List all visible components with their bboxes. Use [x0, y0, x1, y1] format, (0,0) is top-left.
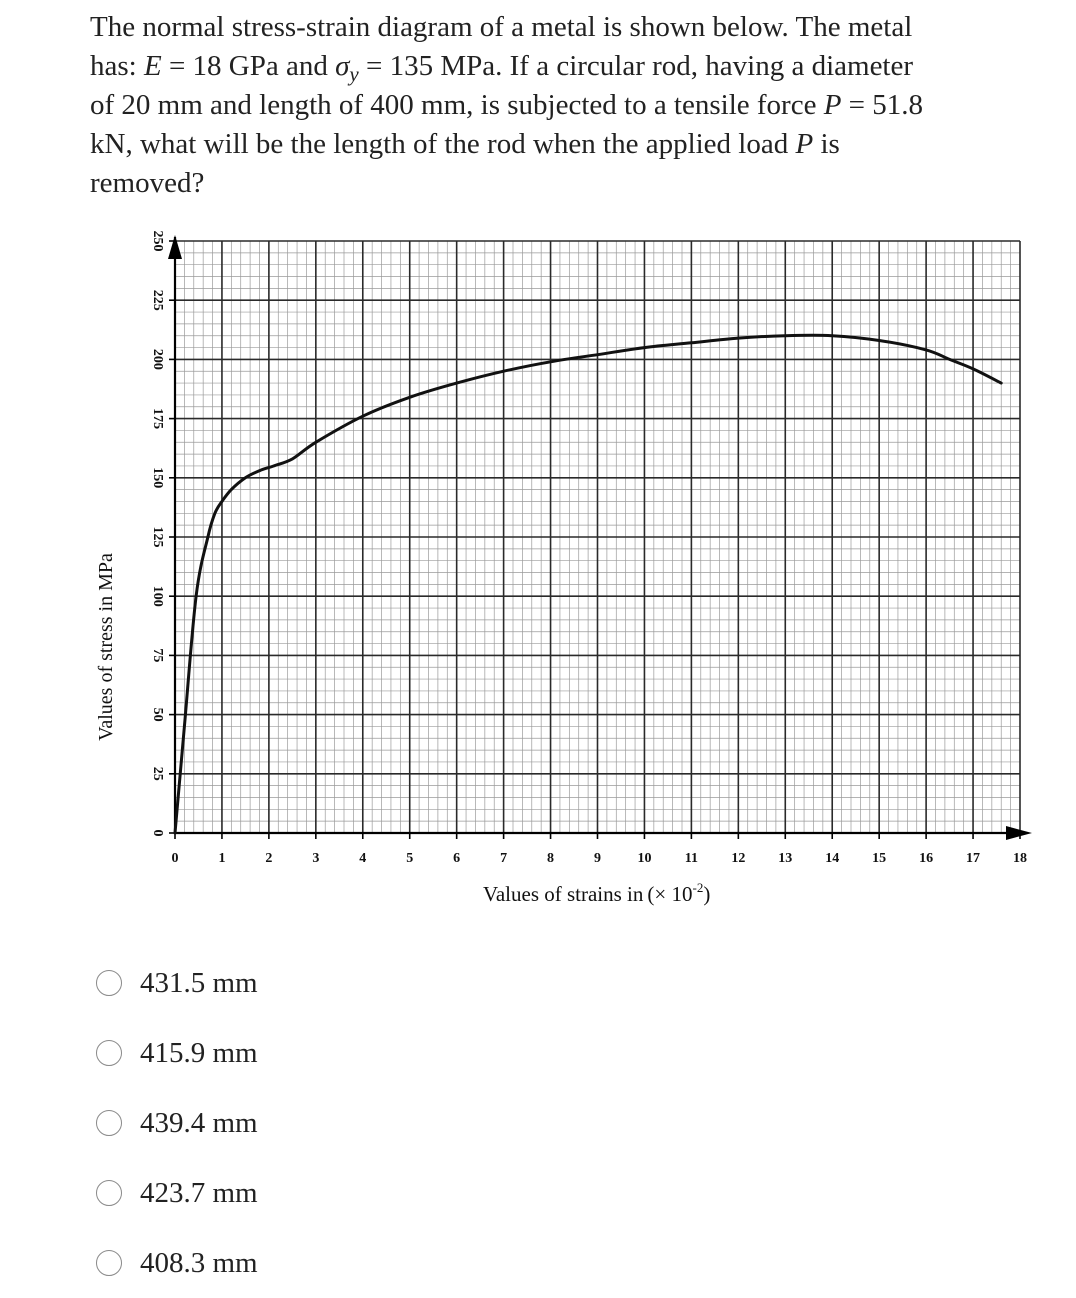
y-tick-label: 50 [149, 707, 165, 722]
question-text-part: = 18 GPa and [161, 50, 336, 82]
y-tick-label: 125 [149, 526, 165, 548]
x-tick-label: 10 [637, 851, 652, 866]
x-tick-label: 18 [1013, 851, 1027, 866]
answer-option[interactable] [96, 1158, 258, 1228]
y-axis-arrow [168, 235, 182, 259]
symbol-E: E [143, 50, 162, 82]
stress-strain-chart [85, 228, 1035, 918]
answer-option[interactable] [96, 948, 258, 1018]
question-text-part: of 20 mm and length of 400 mm, is subjected to a tensile force [90, 89, 824, 121]
symbol-P: P [823, 89, 842, 121]
question-text [90, 8, 1025, 203]
option-label: 423.7 mm [140, 1176, 258, 1209]
x-tick-label: 5 [406, 851, 414, 866]
y-tick-label: 250 [149, 230, 165, 252]
y-tick-labels [150, 231, 175, 837]
x-axis-label-paren: ) [703, 882, 711, 906]
question-text-part: is [813, 128, 840, 160]
x-tick-label: 0 [171, 851, 179, 866]
x-tick-label: 15 [872, 851, 887, 866]
x-tick-label: 6 [453, 851, 461, 866]
x-tick-label: 8 [547, 851, 555, 866]
question-text-part: kN, what will be the length of the rod when the applied load [90, 128, 796, 160]
radio-button[interactable] [96, 1180, 122, 1206]
y-tick-label: 200 [149, 348, 165, 370]
answer-option[interactable] [96, 1018, 258, 1088]
symbol-sigma: σ [335, 50, 350, 82]
question-line-4 [90, 125, 1025, 164]
question-line-1: The normal stress-strain diagram of a metal is shown below. The metal [90, 11, 913, 43]
option-label: 439.4 mm [140, 1106, 258, 1139]
x-tick-label: 7 [500, 851, 508, 866]
answer-option[interactable] [96, 1088, 258, 1158]
x-tick-label: 17 [966, 851, 981, 866]
option-label: 408.3 mm [140, 1246, 258, 1279]
x-axis-label [483, 880, 710, 906]
x-tick-label: 11 [684, 851, 699, 866]
x-tick-label: 2 [265, 851, 273, 866]
x-tick-label: 16 [919, 851, 934, 866]
symbol-P: P [795, 128, 814, 160]
x-tick-label: 9 [594, 851, 601, 866]
question-text-part: = 51.8 [841, 89, 924, 121]
x-tick-labels [172, 833, 1028, 866]
radio-button[interactable] [96, 1040, 122, 1066]
answer-option[interactable] [96, 1228, 258, 1298]
radio-button[interactable] [96, 970, 122, 996]
radio-button[interactable] [96, 1250, 122, 1276]
option-label: 431.5 mm [140, 966, 258, 999]
answer-options [96, 948, 258, 1298]
x-tick-label: 13 [778, 851, 793, 866]
y-tick-label: 100 [149, 585, 165, 607]
x-axis-label-exponent: -2 [692, 880, 704, 895]
x-tick-label: 1 [218, 851, 226, 866]
radio-button[interactable] [96, 1110, 122, 1136]
question-text-part: = 135 MPa. If a circular rod, having a diameter [358, 50, 914, 82]
y-tick-label: 175 [149, 408, 165, 430]
y-tick-label: 150 [149, 467, 165, 489]
y-axis-label: Values of stress in MPa [95, 553, 117, 741]
question-line-5: removed? [90, 167, 205, 199]
question-line-2 [90, 47, 1025, 86]
x-tick-label: 14 [825, 851, 840, 866]
x-axis-arrow [1006, 826, 1032, 840]
y-tick-label: 225 [149, 289, 165, 311]
chart-major-grid [175, 241, 1020, 833]
x-tick-label: 12 [731, 851, 746, 866]
question-text-part: has: [90, 50, 144, 82]
y-tick-label: 25 [149, 766, 165, 781]
x-tick-label: 3 [312, 851, 320, 866]
x-tick-label: 4 [359, 851, 367, 866]
question-line-3 [90, 86, 1025, 125]
x-axis-label-unit: (× 10 [647, 882, 693, 906]
x-axis-label-text: Values of strains in [483, 882, 644, 906]
option-label: 415.9 mm [140, 1036, 258, 1069]
y-tick-label: 0 [149, 829, 165, 837]
y-tick-label: 75 [149, 648, 165, 663]
symbol-subscript-y: y [349, 62, 359, 86]
